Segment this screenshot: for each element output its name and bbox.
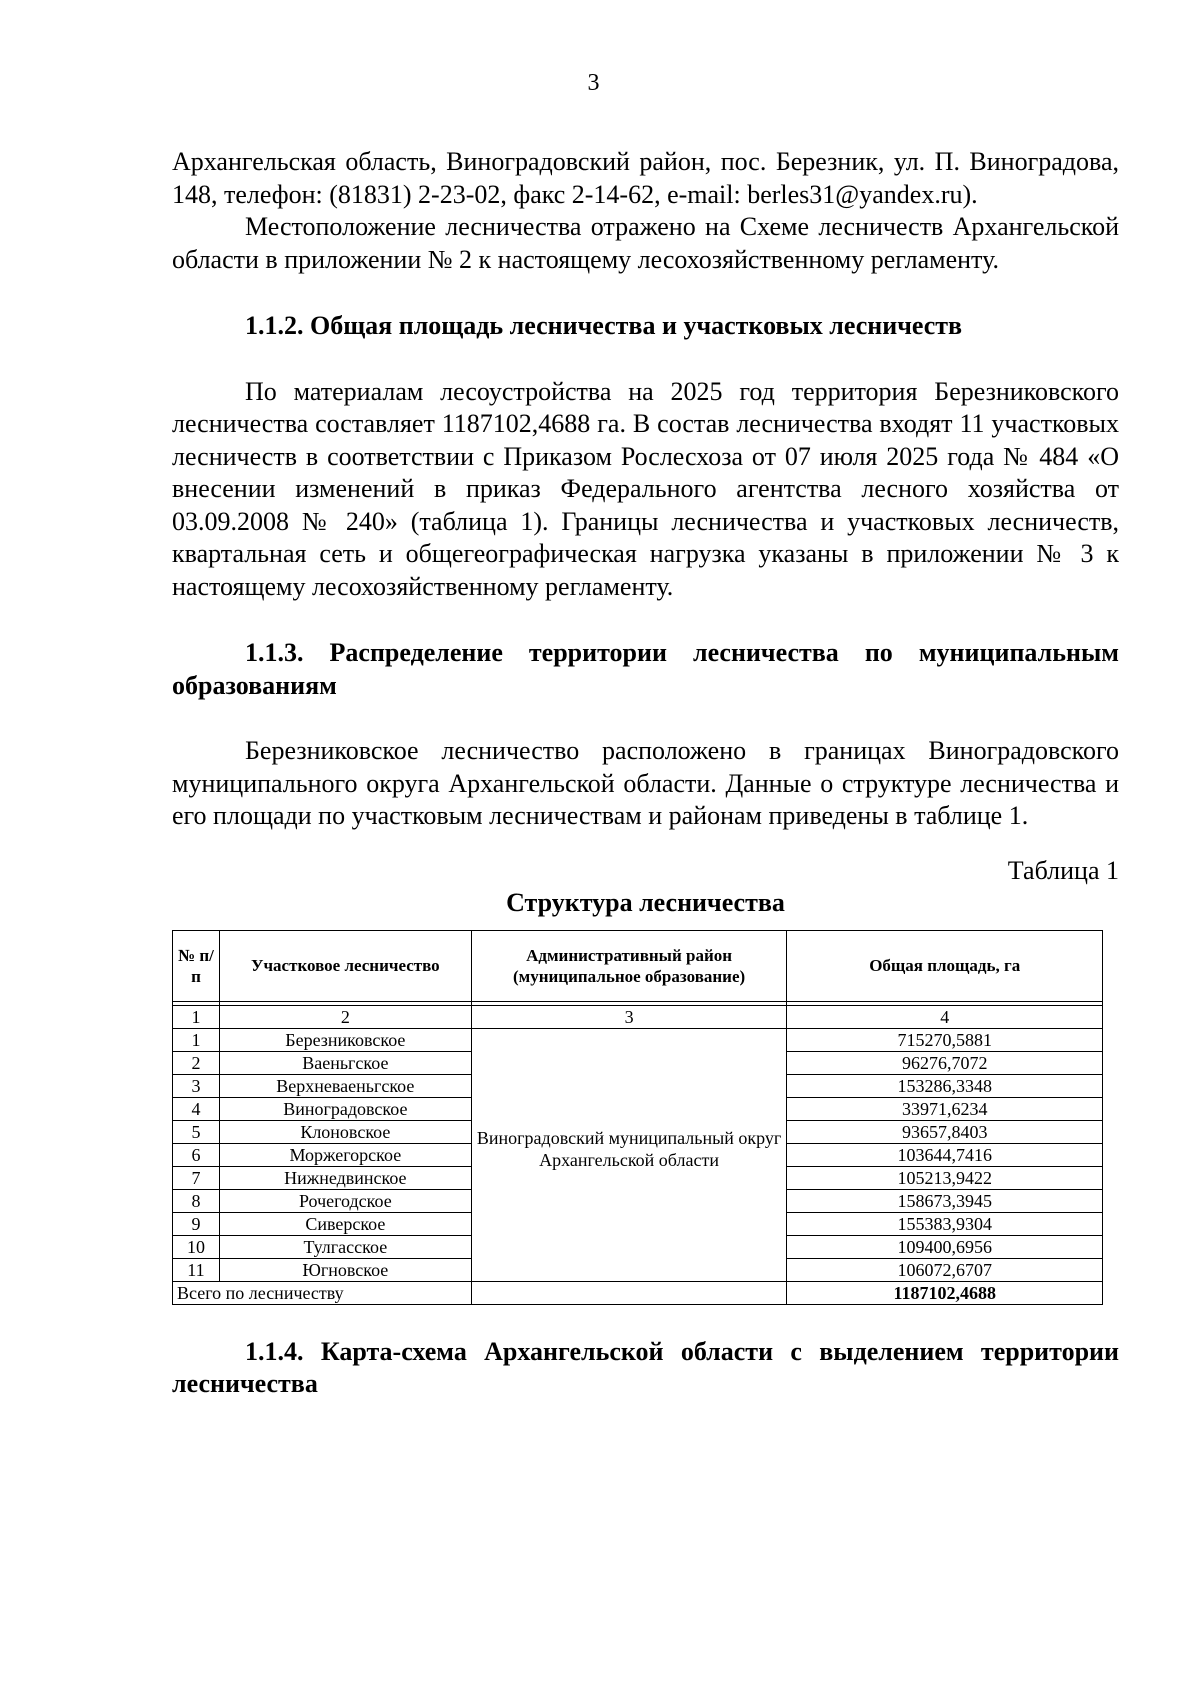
subdivision-area: 93657,8403 <box>787 1120 1103 1143</box>
subdivision-name: Тулгасское <box>219 1235 471 1258</box>
row-number: 4 <box>173 1097 220 1120</box>
district-cell: Виноградовский муниципальный округ Архангельской области <box>471 1028 787 1281</box>
column-number: 3 <box>471 1005 787 1028</box>
subdivision-area: 103644,7416 <box>787 1143 1103 1166</box>
row-number: 1 <box>173 1028 220 1051</box>
total-empty-cell <box>471 1281 787 1304</box>
table-title: Структура лесничества <box>506 888 785 917</box>
subdivision-name: Рочегодское <box>219 1189 471 1212</box>
subdivision-area: 715270,5881 <box>787 1028 1103 1051</box>
header-district: Административный район (муниципальное образование) <box>471 930 787 1001</box>
subdivision-name: Березниковское <box>219 1028 471 1051</box>
row-number: 10 <box>173 1235 220 1258</box>
subdivision-area: 105213,9422 <box>787 1166 1103 1189</box>
row-number: 9 <box>173 1212 220 1235</box>
subdivision-name: Клоновское <box>219 1120 471 1143</box>
column-number: 4 <box>787 1005 1103 1028</box>
subdivision-area: 96276,7072 <box>787 1051 1103 1074</box>
page-number: 3 <box>587 70 600 96</box>
subdivision-name: Югновское <box>219 1258 471 1281</box>
subdivision-area: 33971,6234 <box>787 1097 1103 1120</box>
row-number: 2 <box>173 1051 220 1074</box>
structure-table <box>172 930 1103 1305</box>
total-value: 1187102,4688 <box>787 1281 1103 1304</box>
subdivision-area: 155383,9304 <box>787 1212 1103 1235</box>
subdivision-name: Сиверское <box>219 1212 471 1235</box>
section-114-heading: 1.1.4. Карта-схема Архангельской области с выделением территории лесничества <box>172 1336 1119 1398</box>
column-number-row <box>173 1005 1103 1028</box>
subdivision-area: 158673,3945 <box>787 1189 1103 1212</box>
row-number: 11 <box>173 1258 220 1281</box>
subdivision-area: 153286,3348 <box>787 1074 1103 1097</box>
header-subdivision: Участковое лесничество <box>219 930 471 1001</box>
subdivision-area: 106072,6707 <box>787 1258 1103 1281</box>
table-header-row <box>173 930 1103 1001</box>
row-number: 7 <box>173 1166 220 1189</box>
column-number: 2 <box>219 1005 471 1028</box>
page-content <box>172 146 1119 1401</box>
table-total-row <box>173 1281 1103 1304</box>
address-paragraph: Архангельская область, Виноградовский район, пос. Березник, ул. П. Виноградова, 148, телефон: (81831) 2-23-02, факс 2-14-62, e-mail: berles31@yandex.ru). <box>172 147 1119 209</box>
subdivision-name: Виноградовское <box>219 1097 471 1120</box>
total-label: Всего по лесничеству <box>173 1281 472 1304</box>
table-number-label: Таблица 1 <box>1007 855 1119 885</box>
row-number: 3 <box>173 1074 220 1097</box>
header-area: Общая площадь, га <box>787 930 1103 1001</box>
subdivision-name: Ваеньгское <box>219 1051 471 1074</box>
row-number: 5 <box>173 1120 220 1143</box>
section-112-text: По материалам лесоустройства на 2025 год территория Березниковского лесничества составляет 1187102,4688 га. В состав лесничества входят 11 участковых лесничеств в соответствии с Приказом Рослесхоза от 07 июля 2025 года № 484 «О внесении изменений в приказ Федерального агентства лесного хозяйства от 03.09.2008 № 240» (таблица 1). Границы лесничества и участковых лесничеств, квартальная сеть и общегеографическая нагрузка указаны в приложении № 3 к настоящему лесохозяйственному регламенту. <box>172 376 1119 601</box>
column-number: 1 <box>173 1005 220 1028</box>
row-number: 6 <box>173 1143 220 1166</box>
row-number: 8 <box>173 1189 220 1212</box>
location-paragraph: Местоположение лесничества отражено на Схеме лесничеств Архангельской области в приложении № 2 к настоящему лесохозяйственному регламенту. <box>172 212 1119 274</box>
subdivision-area: 109400,6956 <box>787 1235 1103 1258</box>
subdivision-name: Нижнедвинское <box>219 1166 471 1189</box>
subdivision-name: Верхневаеньгское <box>219 1074 471 1097</box>
section-113-text: Березниковское лесничество расположено в границах Виноградовского муниципального округа Архангельской области. Данные о структуре лесничества и его площади по участковым лесничествам и районам приведены в таблице 1. <box>172 736 1119 830</box>
subdivision-name: Моржегорское <box>219 1143 471 1166</box>
table-row <box>173 1028 1103 1051</box>
section-112-heading: 1.1.2. Общая площадь лесничества и участковых лесничеств <box>245 311 963 340</box>
header-number: № п/п <box>173 930 220 1001</box>
section-113-heading: 1.1.3. Распределение территории лесничества по муниципальным образованиям <box>172 638 1119 700</box>
